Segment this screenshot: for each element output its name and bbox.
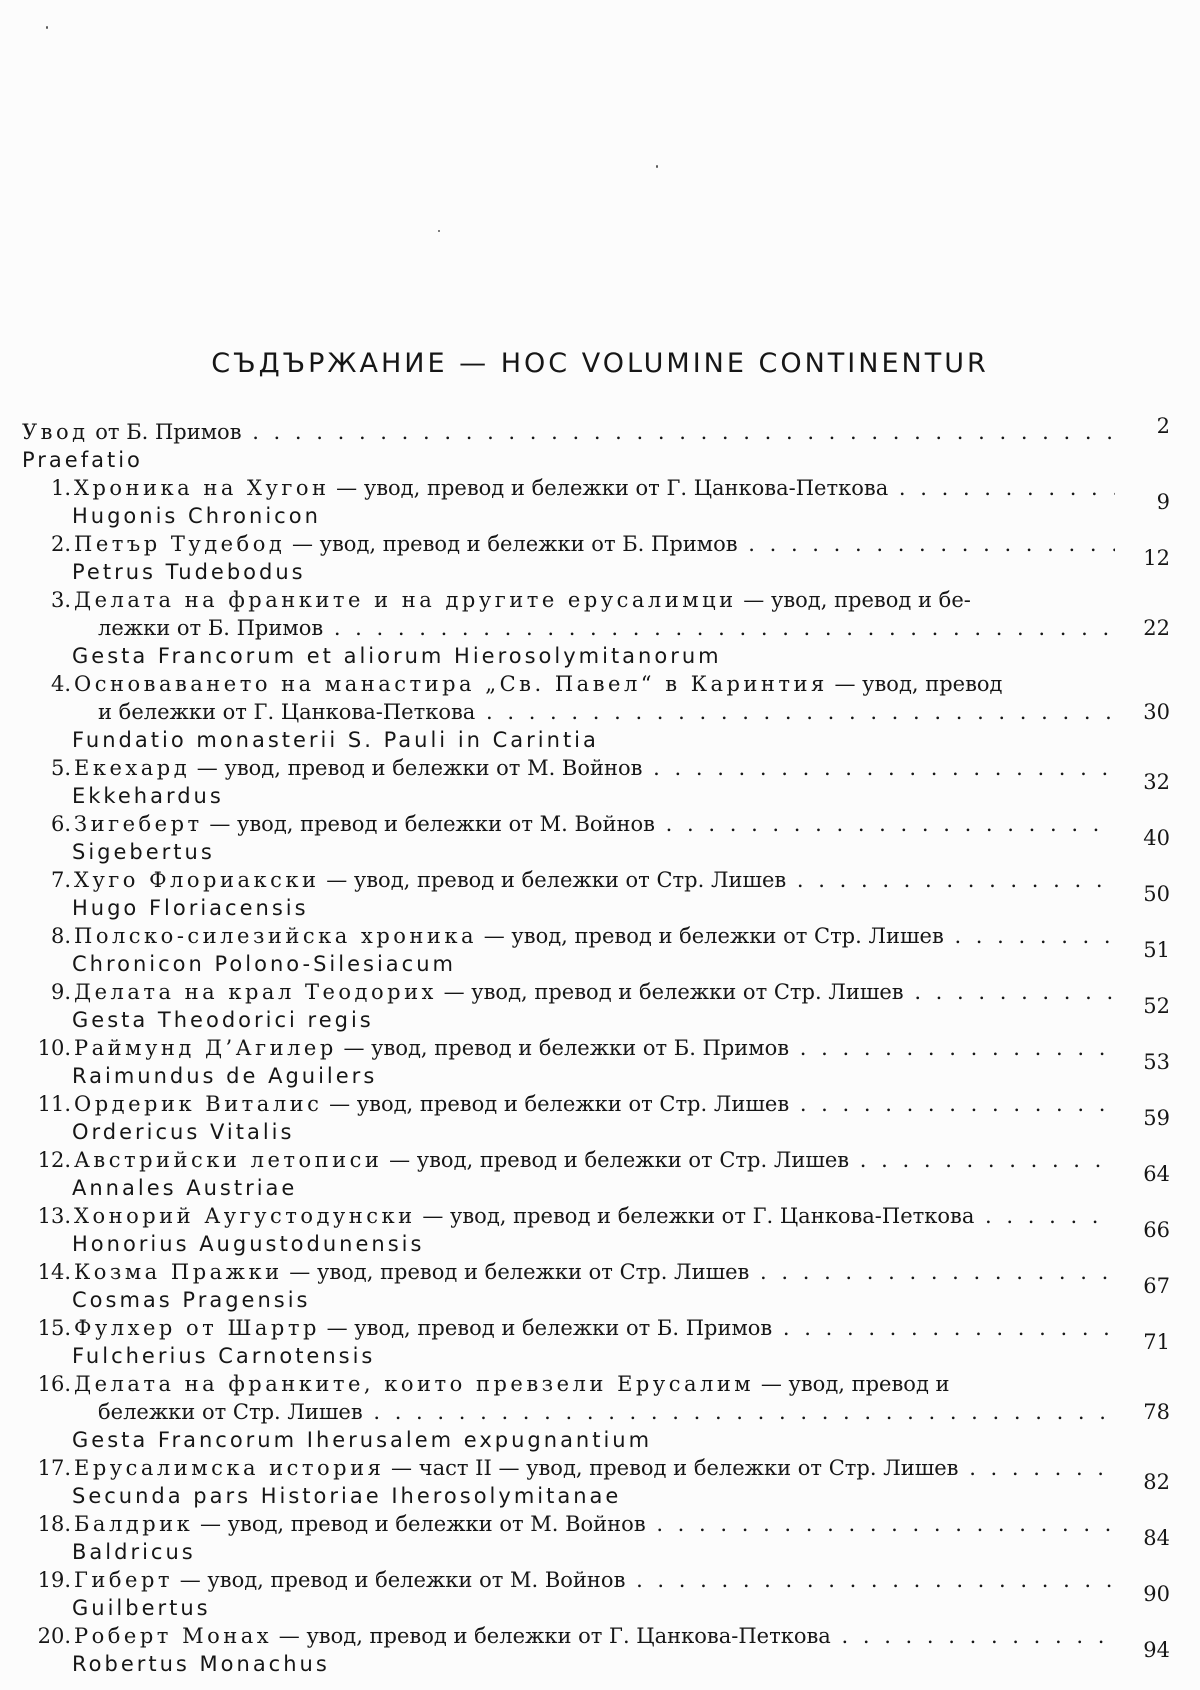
entry-page: 53 xyxy=(1143,1050,1170,1074)
entry-credit: и бележки от Г. Цанкова-Петкова xyxy=(98,700,476,724)
entry-latin: Gesta Theodorici regis xyxy=(72,1008,374,1032)
entry-latin: Honorius Augustodunensis xyxy=(72,1232,425,1256)
entry-latin-line xyxy=(0,1426,1200,1454)
entry-text xyxy=(74,1622,1115,1650)
entry-latin-line xyxy=(0,950,1200,978)
entry-number: 5. xyxy=(50,756,71,780)
entry-line xyxy=(0,1034,1200,1074)
entry-text xyxy=(74,1566,1115,1594)
entry-latin: Baldricus xyxy=(72,1540,196,1564)
entry-title: Делата на франките и на другите ерусалимци xyxy=(74,588,737,612)
entry-line xyxy=(0,922,1200,962)
entry-page: 59 xyxy=(1143,1106,1170,1130)
entry-page: 78 xyxy=(1143,1400,1170,1424)
entry-number: 14. xyxy=(37,1260,71,1284)
entry-title: Гиберт xyxy=(74,1568,174,1592)
entry-latin-line xyxy=(0,838,1200,866)
entry-number: 20. xyxy=(37,1624,71,1648)
entry-latin-line xyxy=(0,894,1200,922)
entry-title: Делата на крал Теодорих xyxy=(74,980,437,1004)
entry-credit: — увод, превод и бележки от Стр. Лишев xyxy=(319,868,787,892)
scan-speck xyxy=(46,26,48,29)
entry-title: Зигеберт xyxy=(74,812,203,836)
entry-latin: Raimundus de Aguilers xyxy=(72,1064,378,1088)
entry-line xyxy=(0,978,1200,1018)
entry-credit: — увод, превод и бележки от Г. Цанкова-Петкова xyxy=(272,1624,831,1648)
entry-credit: — увод, превод и бележки от М. Войнов xyxy=(190,756,643,780)
entry-page: 82 xyxy=(1143,1470,1170,1494)
entry-line xyxy=(0,1202,1200,1242)
entry-latin-line xyxy=(0,1594,1200,1622)
entry-line xyxy=(0,1314,1200,1354)
entry-text xyxy=(74,1146,1115,1174)
entry-page: 51 xyxy=(1143,938,1170,962)
entry-text xyxy=(74,810,1115,838)
entry-credit: — увод, превод и бележки от М. Войнов xyxy=(202,812,655,836)
entry-number: 6. xyxy=(50,812,71,836)
entry-latin-line xyxy=(0,1482,1200,1510)
entry-line xyxy=(0,866,1200,906)
entry-text xyxy=(98,698,1115,726)
entry-number: 7. xyxy=(50,868,71,892)
entry-latin-line xyxy=(0,782,1200,810)
entry-page: 22 xyxy=(1143,616,1170,640)
entry-latin: Cosmas Pragensis xyxy=(72,1288,311,1312)
entry-page: 66 xyxy=(1143,1218,1170,1242)
entry-number: 3. xyxy=(50,588,71,612)
entry-number: 10. xyxy=(37,1036,71,1060)
entry-credit: — увод, превод и бележки от М. Войнов xyxy=(173,1568,626,1592)
entry-credit: — увод, превод и бележки от Стр. Лишев xyxy=(282,1260,750,1284)
entry-title: Австрийски летописи xyxy=(74,1148,383,1172)
entry-line xyxy=(0,474,1200,514)
entry-page: 64 xyxy=(1143,1162,1170,1186)
entry-number: 19. xyxy=(37,1568,71,1592)
entry-line xyxy=(0,1566,1200,1606)
scan-speck xyxy=(656,165,658,168)
entry-title: Делата на франките, които превзели Ерусалим xyxy=(74,1372,755,1396)
entry-title: Балдрик xyxy=(74,1512,194,1536)
entry-latin: Fulcherius Carnotensis xyxy=(72,1344,376,1368)
entry-latin: Petrus Tudebodus xyxy=(72,560,306,584)
entry-line xyxy=(0,1622,1200,1662)
entry-text xyxy=(74,1510,1115,1538)
entry-number: 4. xyxy=(50,672,71,696)
entry-line xyxy=(0,670,1200,698)
entry-latin: Ordericus Vitalis xyxy=(72,1120,295,1144)
entry-latin: Gesta Francorum et aliorum Hierosolymitanorum xyxy=(72,644,722,668)
scan-speck xyxy=(438,230,440,232)
entry-title: Хонорий Аугустодунски xyxy=(74,1204,416,1228)
entry-latin: Hugonis Chronicon xyxy=(72,504,321,528)
entry-latin-line xyxy=(0,1062,1200,1090)
entry-credit: бележки от Стр. Лишев xyxy=(98,1400,363,1424)
entry-credit: — увод, превод и xyxy=(754,1372,950,1396)
entry-latin-line xyxy=(0,1342,1200,1370)
entry-number: 15. xyxy=(37,1316,71,1340)
entry-latin: Chronicon Polono-Silesiacum xyxy=(72,952,456,976)
entry-title: Петър Тудебод xyxy=(74,532,286,556)
entry-latin-line xyxy=(0,1174,1200,1202)
entry-page: 52 xyxy=(1143,994,1170,1018)
entry-number: 17. xyxy=(37,1456,71,1480)
entry-text xyxy=(74,1202,1115,1230)
entry-line xyxy=(0,698,1200,726)
entry-latin-line xyxy=(0,1286,1200,1314)
entry-line xyxy=(0,810,1200,850)
entry-line xyxy=(0,1258,1200,1298)
entry-text xyxy=(74,1258,1115,1286)
intro-line xyxy=(0,414,1200,446)
entry-latin-line xyxy=(0,726,1200,754)
intro-credit: от Б. Примов xyxy=(88,420,242,444)
entry-latin: Hugo Floriacensis xyxy=(72,896,309,920)
entry-text xyxy=(74,670,1115,698)
entry-line xyxy=(0,586,1200,614)
entry-latin: Annales Austriae xyxy=(72,1176,298,1200)
entry-latin: Fundatio monasterii S. Pauli in Carintia xyxy=(72,728,599,752)
entry-latin: Guilbertus xyxy=(72,1596,211,1620)
entry-text xyxy=(74,586,1115,614)
entry-text xyxy=(74,754,1115,782)
intro-page: 2 xyxy=(1156,414,1170,438)
entry-credit: — увод, превод и бележки от Стр. Лишев xyxy=(477,924,944,948)
entry-number: 8. xyxy=(50,924,71,948)
entry-title: Екехард xyxy=(74,756,191,780)
entry-latin-line xyxy=(0,642,1200,670)
entry-page: 71 xyxy=(1143,1330,1170,1354)
entry-text xyxy=(74,866,1115,894)
entry-page: 50 xyxy=(1143,882,1170,906)
entry-number: 12. xyxy=(37,1148,71,1172)
entry-title: Хроника на Хугон xyxy=(74,476,330,500)
entry-text xyxy=(74,1454,1115,1482)
entry-page: 67 xyxy=(1143,1274,1170,1298)
page-title: СЪДЪРЖАНИЕ — HOC VOLUMINE CONTINENTUR xyxy=(211,348,989,379)
entry-line xyxy=(0,1090,1200,1130)
entry-credit: — увод, превод и бележки от Стр. Лишев xyxy=(382,1148,850,1172)
entry-page: 94 xyxy=(1143,1638,1170,1662)
entry-credit: — увод, превод и бележки от Стр. Лишев xyxy=(436,980,904,1004)
entry-page: 32 xyxy=(1143,770,1170,794)
entry-page: 9 xyxy=(1156,490,1170,514)
entry-latin: Gesta Francorum Iherusalem expugnantium xyxy=(72,1428,653,1452)
entry-text xyxy=(74,530,1115,558)
entry-text xyxy=(98,1398,1115,1426)
entry-credit: — увод, превод и бележки от Б. Примов xyxy=(336,1036,790,1060)
entry-number: 2. xyxy=(50,532,71,556)
entry-credit: — увод, превод xyxy=(827,672,1003,696)
entry-latin-line xyxy=(0,1650,1200,1678)
intro-title: Увод xyxy=(22,420,89,444)
entry-credit: — увод, превод и бележки от Г. Цанкова-Петкова xyxy=(415,1204,975,1228)
entry-latin: Ekkehardus xyxy=(72,784,224,808)
entry-text xyxy=(74,474,1115,502)
entry-latin-line xyxy=(0,1230,1200,1258)
entry-title: Основаването на манастира „Св. Павел“ в Каринтия xyxy=(74,672,828,696)
entry-title: Ордерик Виталис xyxy=(74,1092,323,1116)
entry-title: Хуго Флориакски xyxy=(74,868,320,892)
entry-line xyxy=(0,1146,1200,1186)
entry-text xyxy=(74,1034,1115,1062)
entry-title: Полско-силезийска хроника xyxy=(74,924,478,948)
entry-number: 16. xyxy=(37,1372,71,1396)
entry-number: 18. xyxy=(37,1512,71,1536)
entry-text xyxy=(98,614,1115,642)
entry-page: 40 xyxy=(1143,826,1170,850)
table-of-contents xyxy=(0,414,1200,1678)
entry-number: 13. xyxy=(37,1204,71,1228)
intro-latin-line xyxy=(0,446,1200,474)
entry-line xyxy=(0,614,1200,642)
entry-text xyxy=(74,978,1115,1006)
entry-title: Козма Пражки xyxy=(74,1260,283,1284)
entry-page: 90 xyxy=(1143,1582,1170,1606)
entry-title: Ерусалимска история xyxy=(74,1456,385,1480)
entry-line xyxy=(0,530,1200,570)
entry-credit: — увод, превод и бележки от Б. Примов xyxy=(319,1316,773,1340)
entry-credit: — част II — увод, превод и бележки от Стр. Лишев xyxy=(384,1456,959,1480)
entry-text xyxy=(74,922,1115,950)
entry-credit: — увод, превод и бележки от Г. Цанкова-Петкова xyxy=(329,476,889,500)
entry-title: Роберт Монах xyxy=(74,1624,273,1648)
entry-page: 12 xyxy=(1143,546,1170,570)
entry-page: 30 xyxy=(1143,700,1170,724)
entry-number: 11. xyxy=(37,1092,71,1116)
entry-credit: — увод, превод и бележки от Стр. Лишев xyxy=(322,1092,790,1116)
entry-latin-line xyxy=(0,558,1200,586)
entry-line xyxy=(0,1454,1200,1494)
entry-latin: Robertus Monachus xyxy=(72,1652,330,1676)
entry-credit: лежки от Б. Примов xyxy=(98,616,324,640)
intro-latin: Praefatio xyxy=(22,448,143,472)
entry-latin: Secunda pars Historiae Iherosolymitanae xyxy=(72,1484,622,1508)
entry-page: 84 xyxy=(1143,1526,1170,1550)
entry-line xyxy=(0,1398,1200,1426)
entry-number: 1. xyxy=(50,476,71,500)
entry-latin-line xyxy=(0,502,1200,530)
entry-title: Фулхер от Шартр xyxy=(74,1316,320,1340)
entry-line xyxy=(0,754,1200,794)
entry-credit: — увод, превод и бележки от Б. Примов xyxy=(285,532,738,556)
entry-text xyxy=(74,1314,1115,1342)
entry-credit: — увод, превод и бележки от М. Войнов xyxy=(193,1512,646,1536)
entry-title: Раймунд Д’Агилер xyxy=(74,1036,337,1060)
entry-latin: Sigebertus xyxy=(72,840,215,864)
entry-line xyxy=(0,1510,1200,1550)
entry-text xyxy=(74,1370,1115,1398)
entry-credit: — увод, превод и бе- xyxy=(736,588,971,612)
entry-latin-line xyxy=(0,1538,1200,1566)
entry-latin-line xyxy=(0,1006,1200,1034)
entry-number: 9. xyxy=(50,980,71,1004)
entry-text xyxy=(74,1090,1115,1118)
entry-latin-line xyxy=(0,1118,1200,1146)
entry-line xyxy=(0,1370,1200,1398)
